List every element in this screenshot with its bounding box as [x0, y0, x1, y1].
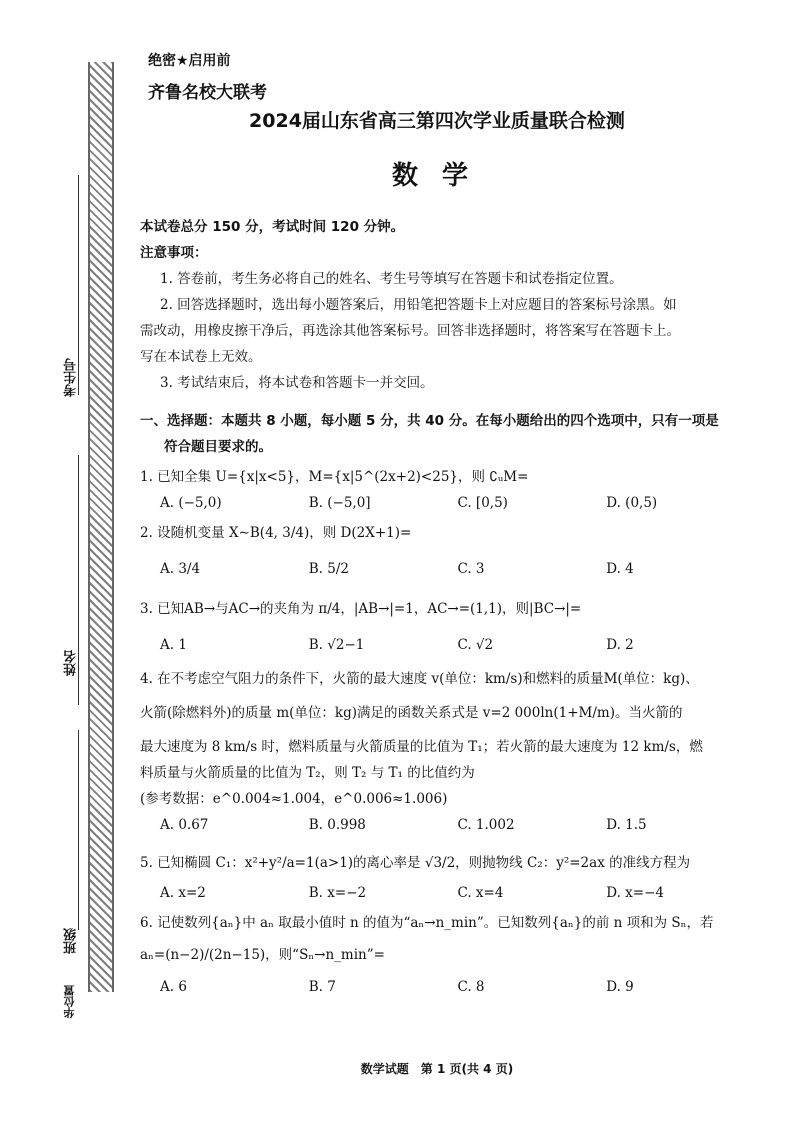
question-1: 1. 已知全集 U={x|x<5}，M={x|5^(2x+2)<25}，则 ∁ᵤM= [140, 469, 529, 485]
subject-title: 数学 [391, 161, 492, 191]
option-d: D. 2 [606, 637, 634, 653]
option-a: A. 0.67 [160, 817, 209, 833]
option-b: B. x=−2 [308, 885, 367, 901]
question-4-line4: 料质量与火箭质量的比值为 T₂，则 T₂ 与 T₁ 的比值约为 [140, 765, 475, 781]
option-c: C. [0,5) [457, 495, 508, 511]
option-b: B. 5/2 [308, 561, 349, 577]
option-a: A. 6 [160, 979, 187, 995]
note-2a: 2. 回答选择题时，选出每小题答案后，用铅笔把答题卡上对应题目的答案标号涂黑。如 [160, 297, 677, 313]
option-a: A. 1 [160, 637, 187, 653]
option-c: C. 8 [457, 979, 485, 995]
summary: 本试卷总分 150 分，考试时间 120 分钟。 [140, 219, 405, 235]
option-b: B. √2−1 [308, 637, 365, 653]
question-6-line2: aₙ=(n−2)/(2n−15)，则“Sₙ→n_min”= [140, 947, 385, 963]
note-3: 3. 考试结束后，将本试卷和答题卡一并交回。 [160, 375, 434, 391]
option-b: B. (−5,0] [308, 495, 371, 511]
section-heading-cont: 符合题目要求的。 [164, 439, 272, 455]
exam-content [140, 214, 755, 1000]
exam-title: 2024届山东省高三第四次学业质量联合检测 [249, 110, 625, 132]
options-1 [140, 490, 755, 516]
question-4-line2: 火箭(除燃料外)的质量 m(单位：kg)满足的函数关系式是 v=2 000ln(1+M/m)。当火箭的 [140, 705, 683, 721]
alliance-name: 齐鲁名校大联考 [148, 83, 267, 103]
options-5 [140, 880, 755, 906]
page-footer: 数学试题 第 1 页(共 4 页) [360, 1062, 514, 1076]
decorative-border [88, 62, 114, 992]
question-2: 2. 设随机变量 X∼B(4, 3/4)，则 D(2X+1)= [140, 525, 412, 541]
options-4 [140, 812, 755, 838]
section-heading: 一、选择题：本题共 8 小题，每小题 5 分，共 40 分。在每小题给出的四个选项中，只有一项是 [140, 413, 719, 429]
option-d: D. (0,5) [606, 495, 658, 511]
name-label: 姓名 [64, 650, 79, 676]
question-4: 4. 在不考虑空气阻力的条件下，火箭的最大速度 v(单位：km/s)和燃料的质量M(单位：kg)、 [140, 671, 699, 687]
option-b: B. 0.998 [308, 817, 366, 833]
note-2b: 需改动，用橡皮擦干净后，再选涂其他答案标号。回答非选择题时，将答案写在答题卡上。 [140, 323, 680, 339]
question-6: 6. 记使数列{aₙ}中 aₙ 取最小值时 n 的值为“aₙ→n_min”。已知数列{aₙ}的前 n 项和为 Sₙ，若 [140, 915, 714, 931]
exam-number-label: 考生号 [64, 358, 79, 397]
question-4-ref: (参考数据：e^0.004≈1.004，e^0.006≈1.006) [140, 791, 448, 807]
option-c: C. 3 [457, 561, 485, 577]
note-2c: 写在本试卷上无效。 [140, 349, 262, 365]
class-label: 班级 [64, 928, 79, 954]
fill-line-class [78, 730, 79, 930]
option-d: D. 4 [606, 561, 634, 577]
options-2 [140, 556, 755, 582]
question-5: 5. 已知椭圆 C₁：x²+y²/a=1(a>1)的离心率是 √3/2，则抛物线 C₂：y²=2ax 的准线方程为 [140, 855, 691, 871]
option-b: B. 7 [308, 979, 336, 995]
question-4-line3: 最大速度为 8 km/s 时，燃料质量与火箭质量的比值为 T₁；若火箭的最大速度为 12 km/s，燃 [140, 739, 703, 755]
question-3: 3. 已知AB→与AC→的夹角为 π/4，|AB→|=1，AC→=(1,1)，则|BC→|= [140, 601, 582, 617]
option-a: A. (−5,0) [160, 495, 222, 511]
option-c: C. √2 [457, 637, 494, 653]
notes-title: 注意事项： [140, 245, 208, 261]
option-a: A. x=2 [160, 885, 206, 901]
option-c: C. x=4 [457, 885, 504, 901]
options-3 [140, 632, 755, 658]
school-label: 华位置 [63, 985, 76, 1018]
option-a: A. 3/4 [160, 561, 201, 577]
option-c: C. 1.002 [457, 817, 515, 833]
secret-mark: 绝密★启用前 [148, 53, 231, 69]
option-d: D. 1.5 [606, 817, 647, 833]
options-6 [140, 974, 755, 1000]
option-d: D. x=−4 [606, 885, 665, 901]
note-1: 1. 答卷前，考生务必将自己的姓名、考生号等填写在答题卡和试卷指定位置。 [160, 271, 623, 287]
option-d: D. 9 [606, 979, 634, 995]
